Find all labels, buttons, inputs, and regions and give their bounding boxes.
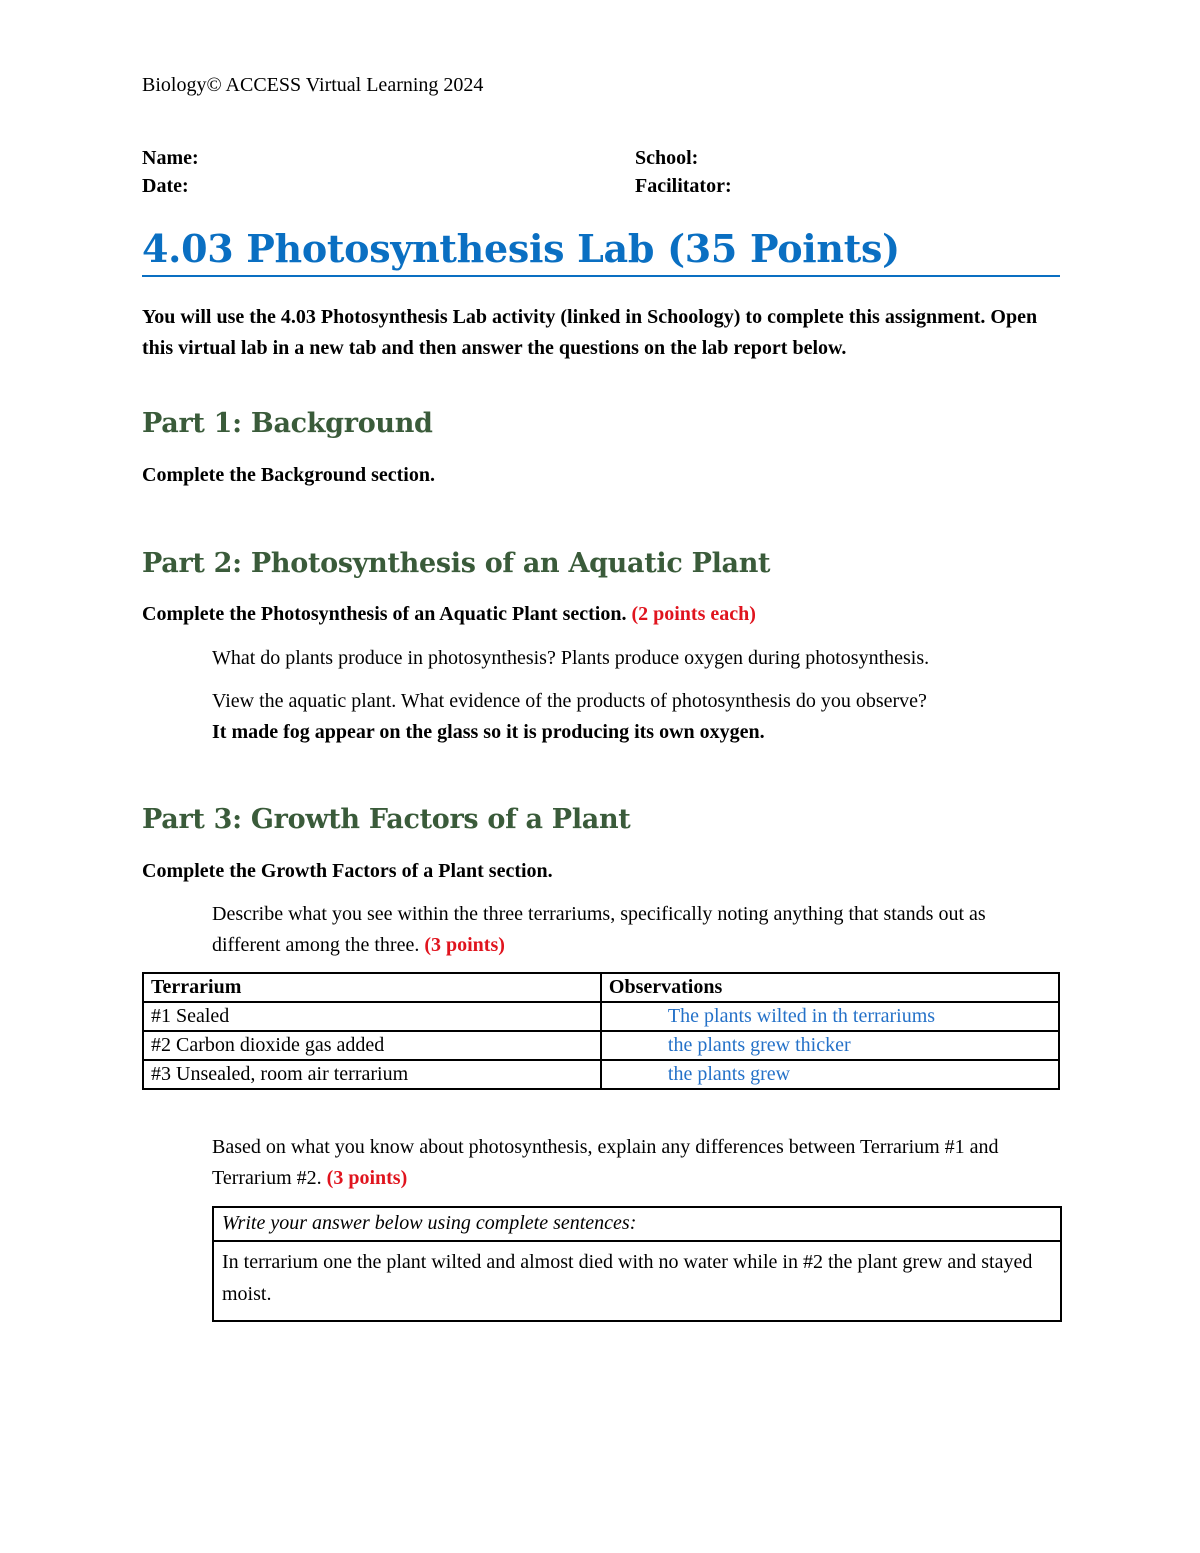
part3-question-1-points: (3 points) xyxy=(424,934,505,956)
observation-cell[interactable]: the plants grew thicker xyxy=(601,1031,1059,1060)
page-title: 4.03 Photosynthesis Lab (35 Points) xyxy=(142,226,1060,277)
table-row xyxy=(143,1031,1059,1060)
student-info-block xyxy=(142,144,1060,200)
table-header-terrarium: Terrarium xyxy=(143,973,601,1002)
part2-instruction-line xyxy=(142,603,756,626)
terrarium-observations-table xyxy=(142,972,1060,1090)
part2-answer-2: It made fog appear on the glass so it is producing its own oxygen. xyxy=(212,721,765,743)
terrarium-cell: #3 Unsealed, room air terrarium xyxy=(143,1060,601,1089)
part3-heading: Part 3: Growth Factors of a Plant xyxy=(142,804,631,835)
name-label: Name: xyxy=(142,147,199,169)
answer-box-label: Write your answer below using complete sentences: xyxy=(214,1208,1060,1242)
part3-question-2-points: (3 points) xyxy=(326,1167,408,1189)
table-row xyxy=(143,1002,1059,1031)
part2-question-1: What do plants produce in photosynthesis? Plants produce oxygen during photosynthesis. xyxy=(212,647,930,669)
part2-points: (2 points each) xyxy=(631,603,756,625)
date-label: Date: xyxy=(142,175,189,197)
answer-text-field[interactable]: In terrarium one the plant wilted and almost died with no water while in #2 the plant grew and stayed moist. xyxy=(222,1251,1033,1305)
part1-heading: Part 1: Background xyxy=(142,408,433,439)
table-row xyxy=(143,1060,1059,1089)
part2-heading: Part 2: Photosynthesis of an Aquatic Plant xyxy=(142,548,771,579)
part3-question-2-block xyxy=(212,1132,1012,1194)
observation-cell[interactable]: The plants wilted in th terrariums xyxy=(601,1002,1059,1031)
intro-paragraph: You will use the 4.03 Photosynthesis Lab activity (linked in Schoology) to complete this assignment. Open this virtual lab in a new tab and then answer the questions on the lab report below. xyxy=(142,306,1038,359)
terrarium-cell: #1 Sealed xyxy=(143,1002,601,1031)
part2-instruction: Complete the Photosynthesis of an Aquatic Plant section. xyxy=(142,603,627,625)
table-header-observations: Observations xyxy=(601,973,1059,1002)
part3-question-1: Describe what you see within the three terrariums, specifically noting anything that stands out as different among the three. xyxy=(212,903,986,956)
part3-question-1-block xyxy=(212,899,1012,961)
part2-question-2: View the aquatic plant. What evidence of the products of photosynthesis do you observe? xyxy=(212,690,927,712)
table-header-row xyxy=(143,973,1059,1002)
part2-question-2-block xyxy=(212,686,1062,748)
course-header: Biology© ACCESS Virtual Learning 2024 xyxy=(142,74,484,96)
part1-instruction: Complete the Background section. xyxy=(142,464,435,486)
facilitator-label: Facilitator: xyxy=(635,175,732,197)
part3-question-2: Based on what you know about photosynthesis, explain any differences between Terrarium #1 and Terrarium #2. xyxy=(212,1136,999,1189)
school-facilitator-column xyxy=(635,144,732,200)
answer-box xyxy=(212,1206,1062,1322)
observation-cell[interactable]: the plants grew xyxy=(601,1060,1059,1089)
school-label: School: xyxy=(635,147,699,169)
terrarium-cell: #2 Carbon dioxide gas added xyxy=(143,1031,601,1060)
part3-instruction: Complete the Growth Factors of a Plant section. xyxy=(142,860,553,882)
